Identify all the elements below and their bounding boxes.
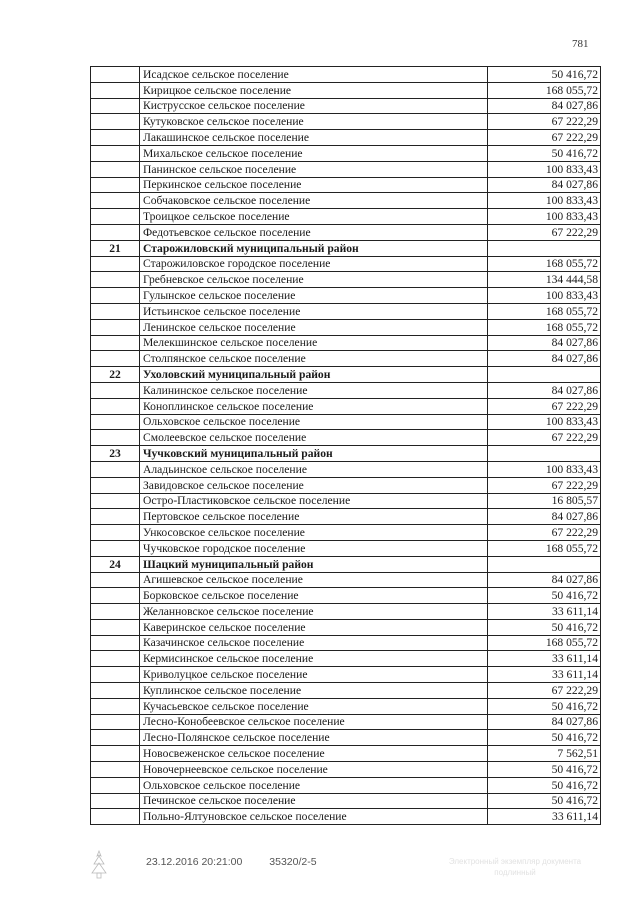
- row-number-cell: [91, 714, 140, 730]
- settlement-row: [91, 303, 601, 319]
- settlement-name-cell: Смолеевское сельское поселение: [140, 430, 488, 446]
- settlement-row: [91, 288, 601, 304]
- settlement-name-cell: Ленинское сельское поселение: [140, 319, 488, 335]
- amount-cell: [488, 556, 601, 572]
- settlement-name-cell: Гулынское сельское поселение: [140, 288, 488, 304]
- settlement-name-cell: Ольховское сельское поселение: [140, 414, 488, 430]
- settlement-row: [91, 382, 601, 398]
- settlement-row: [91, 509, 601, 525]
- row-number-cell: [91, 177, 140, 193]
- footer: [0, 856, 640, 886]
- row-number-cell: [91, 98, 140, 114]
- watermark-line-1: Электронный экземпляр документа: [448, 857, 582, 866]
- amount-cell: 67 222,29: [488, 130, 601, 146]
- settlement-name-cell: Кутуковское сельское поселение: [140, 114, 488, 130]
- amount-cell: 100 833,43: [488, 209, 601, 225]
- row-number-cell: [91, 683, 140, 699]
- amount-cell: 100 833,43: [488, 193, 601, 209]
- row-number-cell: [91, 130, 140, 146]
- amount-cell: 84 027,86: [488, 714, 601, 730]
- amount-cell: [488, 240, 601, 256]
- settlement-name-cell: Ольховское сельское поселение: [140, 777, 488, 793]
- settlement-name-cell: Каверинское сельское поселение: [140, 619, 488, 635]
- amount-cell: 33 611,14: [488, 667, 601, 683]
- row-number-cell: [91, 651, 140, 667]
- settlement-name-cell: Кермисинское сельское поселение: [140, 651, 488, 667]
- settlement-name-cell: Федотьевское сельское поселение: [140, 224, 488, 240]
- amount-cell: 168 055,72: [488, 256, 601, 272]
- footer-doc-number: 35320/2-5: [269, 856, 317, 868]
- settlement-name-cell: Желанновское сельское поселение: [140, 604, 488, 620]
- amount-cell: 168 055,72: [488, 82, 601, 98]
- allocation-table: [90, 66, 601, 825]
- row-number-cell: [91, 588, 140, 604]
- row-number-cell: [91, 698, 140, 714]
- settlement-name-cell: Казачинское сельское поселение: [140, 635, 488, 651]
- settlement-row: [91, 730, 601, 746]
- settlement-row: [91, 667, 601, 683]
- amount-cell: 100 833,43: [488, 414, 601, 430]
- amount-cell: 33 611,14: [488, 604, 601, 620]
- row-number-cell: 24: [91, 556, 140, 572]
- row-number-cell: [91, 667, 140, 683]
- settlement-row: [91, 98, 601, 114]
- settlement-name-cell: Исадское сельское поселение: [140, 67, 488, 83]
- amount-cell: 84 027,86: [488, 351, 601, 367]
- settlement-row: [91, 351, 601, 367]
- settlement-name-cell: Борковское сельское поселение: [140, 588, 488, 604]
- row-number-cell: [91, 351, 140, 367]
- settlement-name-cell: Столпянское сельское поселение: [140, 351, 488, 367]
- amount-cell: 50 416,72: [488, 145, 601, 161]
- settlement-row: [91, 430, 601, 446]
- row-number-cell: [91, 303, 140, 319]
- settlement-row: [91, 82, 601, 98]
- row-number-cell: [91, 414, 140, 430]
- amount-cell: 84 027,86: [488, 335, 601, 351]
- settlement-name-cell: Агишевское сельское поселение: [140, 572, 488, 588]
- settlement-row: [91, 272, 601, 288]
- amount-cell: 100 833,43: [488, 288, 601, 304]
- row-number-cell: [91, 777, 140, 793]
- settlement-name-cell: Аладьинское сельское поселение: [140, 461, 488, 477]
- amount-cell: 84 027,86: [488, 382, 601, 398]
- row-number-cell: [91, 382, 140, 398]
- amount-cell: 134 444,58: [488, 272, 601, 288]
- settlement-row: [91, 335, 601, 351]
- amount-cell: 84 027,86: [488, 98, 601, 114]
- settlement-name-cell: Печинское сельское поселение: [140, 793, 488, 809]
- amount-cell: 67 222,29: [488, 525, 601, 541]
- amount-cell: 100 833,43: [488, 161, 601, 177]
- row-number-cell: [91, 319, 140, 335]
- row-number-cell: 23: [91, 446, 140, 462]
- settlement-row: [91, 319, 601, 335]
- settlement-name-cell: Коноплинское сельское поселение: [140, 398, 488, 414]
- district-row: [91, 556, 601, 572]
- settlement-row: [91, 698, 601, 714]
- settlement-row: [91, 809, 601, 825]
- row-number-cell: [91, 604, 140, 620]
- amount-cell: 168 055,72: [488, 319, 601, 335]
- amount-cell: 67 222,29: [488, 477, 601, 493]
- row-number-cell: [91, 288, 140, 304]
- row-number-cell: 22: [91, 367, 140, 383]
- settlement-row: [91, 777, 601, 793]
- district-name-cell: Шацкий муниципальный район: [140, 556, 488, 572]
- amount-cell: 50 416,72: [488, 619, 601, 635]
- row-number-cell: [91, 540, 140, 556]
- row-number-cell: [91, 461, 140, 477]
- settlement-name-cell: Новосвеженское сельское поселение: [140, 746, 488, 762]
- row-number-cell: [91, 209, 140, 225]
- district-row: [91, 446, 601, 462]
- settlement-row: [91, 145, 601, 161]
- amount-cell: 168 055,72: [488, 303, 601, 319]
- row-number-cell: [91, 145, 140, 161]
- settlement-row: [91, 130, 601, 146]
- settlement-row: [91, 619, 601, 635]
- amount-cell: 100 833,43: [488, 461, 601, 477]
- amount-cell: 33 611,14: [488, 809, 601, 825]
- settlement-name-cell: Лесно-Конобеевское сельское поселение: [140, 714, 488, 730]
- row-number-cell: [91, 67, 140, 83]
- settlement-name-cell: Кучасьевское сельское поселение: [140, 698, 488, 714]
- district-row: [91, 240, 601, 256]
- settlement-row: [91, 572, 601, 588]
- amount-cell: 67 222,29: [488, 114, 601, 130]
- page-number: 781: [572, 38, 589, 50]
- settlement-name-cell: Собчаковское сельское поселение: [140, 193, 488, 209]
- amount-cell: 84 027,86: [488, 509, 601, 525]
- row-number-cell: [91, 793, 140, 809]
- district-name-cell: Чучковский муниципальный район: [140, 446, 488, 462]
- settlement-name-cell: Старожиловское городское поселение: [140, 256, 488, 272]
- settlement-row: [91, 193, 601, 209]
- amount-cell: 84 027,86: [488, 572, 601, 588]
- settlement-row: [91, 493, 601, 509]
- amount-cell: 50 416,72: [488, 588, 601, 604]
- settlement-row: [91, 651, 601, 667]
- settlement-name-cell: Лесно-Полянское сельское поселение: [140, 730, 488, 746]
- settlement-row: [91, 588, 601, 604]
- amount-cell: 84 027,86: [488, 177, 601, 193]
- amount-cell: 7 562,51: [488, 746, 601, 762]
- settlement-row: [91, 477, 601, 493]
- amount-cell: 168 055,72: [488, 635, 601, 651]
- amount-cell: [488, 446, 601, 462]
- row-number-cell: [91, 114, 140, 130]
- amount-cell: 50 416,72: [488, 793, 601, 809]
- settlement-row: [91, 461, 601, 477]
- settlement-name-cell: Калининское сельское поселение: [140, 382, 488, 398]
- amount-cell: [488, 367, 601, 383]
- amount-cell: 16 805,57: [488, 493, 601, 509]
- settlement-name-cell: Кирицкое сельское поселение: [140, 82, 488, 98]
- watermark-line-2: подлинный: [494, 868, 536, 877]
- amount-cell: 67 222,29: [488, 398, 601, 414]
- district-name-cell: Ухоловский муниципальный район: [140, 367, 488, 383]
- amount-cell: 50 416,72: [488, 777, 601, 793]
- settlement-row: [91, 177, 601, 193]
- settlement-name-cell: Троицкое сельское поселение: [140, 209, 488, 225]
- settlement-row: [91, 635, 601, 651]
- allocation-table-body: [91, 67, 601, 825]
- row-number-cell: [91, 635, 140, 651]
- settlement-name-cell: Ункосовское сельское поселение: [140, 525, 488, 541]
- settlement-row: [91, 746, 601, 762]
- settlement-row: [91, 67, 601, 83]
- amount-cell: 50 416,72: [488, 762, 601, 778]
- settlement-row: [91, 161, 601, 177]
- row-number-cell: [91, 193, 140, 209]
- amount-cell: 50 416,72: [488, 730, 601, 746]
- footer-stamp: [146, 856, 341, 868]
- footer-watermark: [440, 856, 590, 878]
- amount-cell: 50 416,72: [488, 67, 601, 83]
- settlement-name-cell: Завидовское сельское поселение: [140, 477, 488, 493]
- settlement-name-cell: Гребневское сельское поселение: [140, 272, 488, 288]
- row-number-cell: [91, 82, 140, 98]
- row-number-cell: [91, 730, 140, 746]
- settlement-name-cell: Киструсское сельское поселение: [140, 98, 488, 114]
- amount-cell: 33 611,14: [488, 651, 601, 667]
- row-number-cell: [91, 493, 140, 509]
- row-number-cell: [91, 509, 140, 525]
- settlement-name-cell: Михальское сельское поселение: [140, 145, 488, 161]
- amount-cell: 67 222,29: [488, 430, 601, 446]
- row-number-cell: [91, 619, 140, 635]
- row-number-cell: [91, 477, 140, 493]
- district-name-cell: Старожиловский муниципальный район: [140, 240, 488, 256]
- amount-cell: 50 416,72: [488, 698, 601, 714]
- settlement-row: [91, 714, 601, 730]
- settlement-name-cell: Панинское сельское поселение: [140, 161, 488, 177]
- settlement-row: [91, 114, 601, 130]
- row-number-cell: [91, 762, 140, 778]
- row-number-cell: [91, 398, 140, 414]
- row-number-cell: [91, 746, 140, 762]
- row-number-cell: [91, 224, 140, 240]
- settlement-row: [91, 762, 601, 778]
- settlement-row: [91, 683, 601, 699]
- settlement-row: [91, 256, 601, 272]
- district-row: [91, 367, 601, 383]
- settlement-name-cell: Перкинское сельское поселение: [140, 177, 488, 193]
- amount-cell: 168 055,72: [488, 540, 601, 556]
- amount-cell: 67 222,29: [488, 224, 601, 240]
- row-number-cell: [91, 809, 140, 825]
- settlement-row: [91, 224, 601, 240]
- settlement-name-cell: Лакашинское сельское поселение: [140, 130, 488, 146]
- settlement-row: [91, 209, 601, 225]
- settlement-name-cell: Чучковское городское поселение: [140, 540, 488, 556]
- amount-cell: 67 222,29: [488, 683, 601, 699]
- row-number-cell: [91, 256, 140, 272]
- coat-of-arms-icon: [90, 850, 108, 880]
- settlement-row: [91, 525, 601, 541]
- settlement-name-cell: Остро-Пластиковское сельское поселение: [140, 493, 488, 509]
- row-number-cell: [91, 430, 140, 446]
- settlement-name-cell: Куплинское сельское поселение: [140, 683, 488, 699]
- row-number-cell: [91, 272, 140, 288]
- settlement-name-cell: Пертовское сельское поселение: [140, 509, 488, 525]
- settlement-name-cell: Криволуцкое сельское поселение: [140, 667, 488, 683]
- row-number-cell: [91, 161, 140, 177]
- row-number-cell: [91, 335, 140, 351]
- row-number-cell: [91, 525, 140, 541]
- settlement-name-cell: Польно-Ялтуновское сельское поселение: [140, 809, 488, 825]
- footer-datetime: 23.12.2016 20:21:00: [146, 856, 243, 868]
- settlement-row: [91, 604, 601, 620]
- settlement-name-cell: Новочернеевское сельское поселение: [140, 762, 488, 778]
- settlement-row: [91, 398, 601, 414]
- settlement-row: [91, 540, 601, 556]
- row-number-cell: 21: [91, 240, 140, 256]
- settlement-row: [91, 414, 601, 430]
- row-number-cell: [91, 572, 140, 588]
- settlement-row: [91, 793, 601, 809]
- settlement-name-cell: Истьинское сельское поселение: [140, 303, 488, 319]
- settlement-name-cell: Мелекшинское сельское поселение: [140, 335, 488, 351]
